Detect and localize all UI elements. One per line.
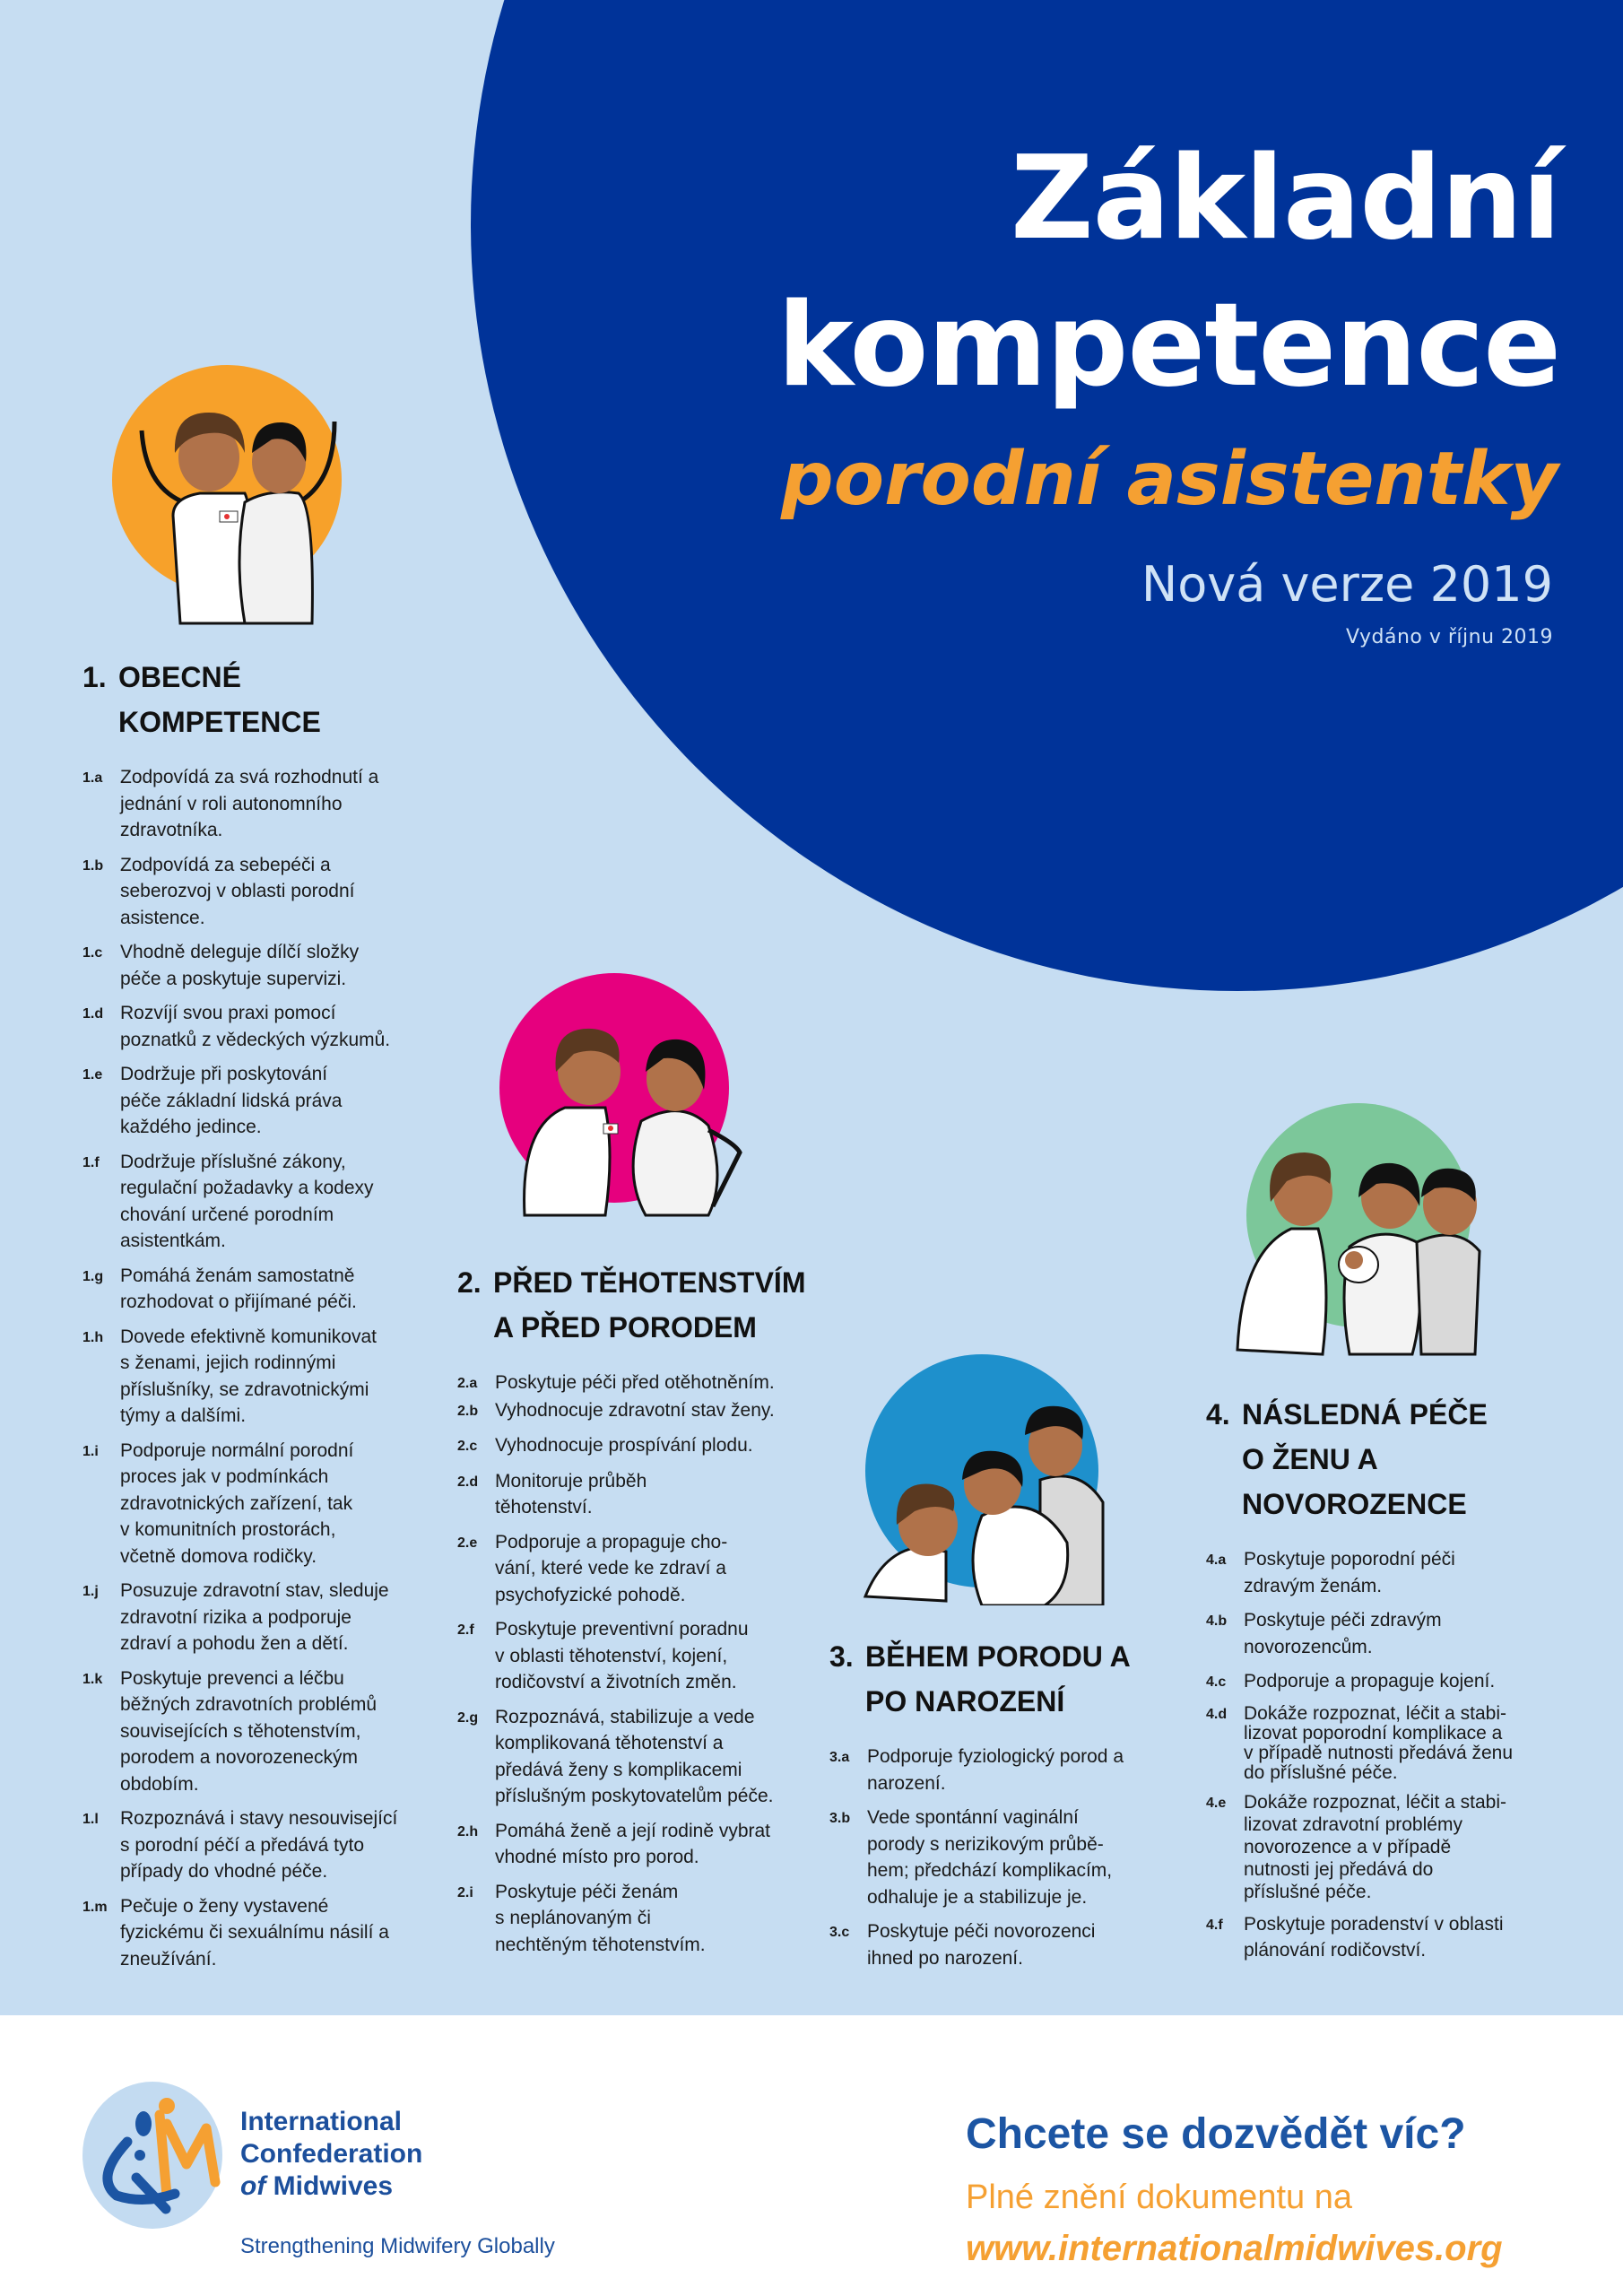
item-text: Poskytuje péči zdravým novorozencům.	[1244, 1610, 1442, 1657]
item-text: Pomáhá ženě a její rodině vybrat vhodné místo pro porod.	[495, 1820, 771, 1867]
item-code: 2.i	[457, 1884, 473, 1900]
item-text: Vyhodnocuje zdravotní stav ženy.	[495, 1399, 775, 1421]
item-code: 1.g	[82, 1268, 104, 1284]
item-text: Podporuje normální porodní proces jak v podmínkách zdravotnických zařízení, tak v komunitních prostorách, včetně domova rodičky.	[120, 1439, 354, 1567]
item-text: Poskytuje prevenci a léčbu běžných zdravotních problémů souvisejících s těhotenstvím, porodem a novorozeneckým obdobím.	[120, 1667, 377, 1795]
item-code: 1.i	[82, 1443, 99, 1459]
item-text: Dovede efektivně komunikovat s ženami, jejich rodinnými příslušníky, se zdravotnickými týmy a dalšími.	[120, 1326, 377, 1426]
list-item	[1206, 1668, 1583, 1696]
list-item	[457, 1879, 816, 1959]
icm-name-line-1: International	[240, 2107, 403, 2136]
website-link[interactable]: www.internationalmidwives.org	[966, 2229, 1503, 2268]
section-2-pre-pregnancy-antenatal	[457, 1260, 816, 1966]
list-item	[457, 1432, 816, 1460]
section-title: OBECNÉ KOMPETENCE	[118, 661, 321, 738]
section-title: BĚHEM PORODU A PO NAROZENÍ	[865, 1640, 1131, 1718]
more-info-question: Chcete se dozvědět víc?	[966, 2110, 1466, 2158]
list-item	[457, 1468, 816, 1521]
list-item	[82, 939, 414, 992]
item-text: Podporuje a propaguje kojení.	[1244, 1671, 1496, 1692]
section-3-labour-birth	[829, 1634, 1188, 1979]
item-text: Posuzuje zdravotní stav, sleduje zdravotní rizika a podporuje zdraví a pohodu žen a dětí.	[120, 1580, 389, 1654]
item-code: 1.k	[82, 1671, 103, 1687]
illustration-family-newborn-green	[1224, 1099, 1484, 1359]
item-code: 1.h	[82, 1329, 104, 1345]
list-item	[1206, 1546, 1583, 1599]
item-code: 3.b	[829, 1811, 851, 1826]
section-1-general-competencies	[82, 655, 414, 1980]
page-subtitle: porodní asistentky	[781, 437, 1558, 522]
section-heading	[1206, 1392, 1583, 1526]
item-code: 3.a	[829, 1750, 850, 1765]
item-code: 2.a	[457, 1376, 478, 1391]
list-item	[82, 1149, 414, 1255]
item-text: Pomáhá ženám samostatně rozhodovat o přijímané péči.	[120, 1265, 357, 1312]
section-heading	[829, 1634, 1188, 1724]
more-info-subtitle: Plné znění dokumentu na	[966, 2179, 1352, 2216]
item-code: 1.b	[82, 857, 104, 874]
list-item	[82, 1665, 414, 1798]
item-text: Dodržuje příslušné zákony, regulační požadavky a kodexy chování určené porodním asistentkám.	[120, 1151, 374, 1251]
item-text: Vhodně deleguje dílčí složky péče a poskytuje supervizi.	[120, 942, 360, 989]
item-text: Dokáže rozpoznat, léčit a stabi- lizovat poporodní komplikace a v případě nutnosti předává ženu do příslušné péče.	[1244, 1702, 1514, 1783]
icm-name-midwives: Midwives	[273, 2171, 394, 2201]
list-item	[82, 1263, 414, 1316]
item-text: Poskytuje péči ženám s neplánovaným či nechtěným těhotenstvím.	[495, 1881, 706, 1955]
item-text: Dodržuje při poskytování péče základní lidská práva každého jedince.	[120, 1064, 343, 1137]
title-line-1: Základní	[1010, 132, 1560, 265]
list-item	[82, 1578, 414, 1657]
list-item	[457, 1529, 816, 1609]
list-item	[1206, 1607, 1583, 1660]
item-text: Pečuje o ženy vystavené fyzickému či sexuálnímu násilí a zneužívání.	[120, 1895, 389, 1970]
section-4-postnatal-care	[1206, 1392, 1583, 1972]
title-line-2: kompetence	[777, 279, 1560, 413]
item-code: 4.f	[1206, 1917, 1223, 1933]
list-item	[1206, 1911, 1583, 1964]
list-item	[457, 1370, 816, 1397]
item-text: Rozpoznává i stavy nesouvisející s porodní péčí a předává tyto případy do vhodné péče.	[120, 1808, 398, 1882]
icm-logo-icon	[81, 2079, 229, 2231]
list-item	[829, 1805, 1188, 1910]
icm-name-line-2: Confederation	[240, 2139, 423, 2169]
item-code: 1.j	[82, 1584, 99, 1599]
item-code: 1.d	[82, 1006, 104, 1022]
item-text: Zodpovídá za svá rozhodnutí a jednání v roli autonomního zdravotníka.	[120, 767, 379, 840]
section-number: 4.	[1206, 1398, 1230, 1431]
item-code: 2.g	[457, 1709, 479, 1726]
list-item	[82, 1061, 414, 1141]
item-text: Podporuje fyziologický porod a narození.	[867, 1746, 1124, 1794]
icm-name-line-3	[240, 2170, 422, 2203]
item-code: 4.e	[1206, 1795, 1227, 1811]
item-code: 4.b	[1206, 1613, 1228, 1629]
list-item	[1206, 1791, 1583, 1903]
list-item	[82, 1438, 414, 1570]
item-code: 1.c	[82, 945, 103, 961]
illustration-midwife-pregnant-pink	[489, 973, 749, 1224]
list-item	[829, 1918, 1188, 1971]
icm-name-of: of	[240, 2171, 266, 2201]
item-code: 4.a	[1206, 1552, 1227, 1568]
item-text: Monitoruje průběh těhotenství.	[495, 1470, 647, 1518]
item-code: 4.d	[1206, 1706, 1228, 1722]
item-code: 1.m	[82, 1899, 108, 1915]
section-heading	[457, 1260, 816, 1350]
list-item	[829, 1744, 1188, 1796]
list-item	[1206, 1704, 1583, 1783]
section-number: 1.	[82, 661, 107, 693]
section-number: 2.	[457, 1266, 482, 1299]
item-code: 2.e	[457, 1535, 478, 1551]
item-text: Poskytuje poradenství v oblasti plánování rodičovství.	[1244, 1913, 1504, 1961]
item-code: 1.f	[82, 1154, 100, 1170]
list-item	[457, 1704, 816, 1810]
section-title: PŘED TĚHOTENSTVÍM A PŘED PORODEM	[493, 1266, 806, 1344]
list-item	[82, 1893, 414, 1973]
item-code: 2.d	[457, 1474, 479, 1490]
item-text: Poskytuje péči novorozenci ihned po narození.	[867, 1921, 1096, 1969]
list-item	[82, 1324, 414, 1430]
section-number: 3.	[829, 1640, 854, 1673]
item-code: 3.c	[829, 1925, 850, 1940]
list-item	[457, 1818, 816, 1871]
section-title: NÁSLEDNÁ PÉČE O ŽENU A NOVOROZENCE	[1242, 1398, 1488, 1520]
list-item	[457, 1616, 816, 1696]
item-code: 4.c	[1206, 1674, 1227, 1690]
item-code: 2.c	[457, 1439, 478, 1454]
version-label: Nová verze 2019	[1141, 556, 1553, 613]
item-code: 1.a	[82, 770, 103, 786]
item-code: 2.f	[457, 1622, 474, 1638]
item-text: Vyhodnocuje prospívání plodu.	[495, 1435, 753, 1456]
issued-date: Vydáno v říjnu 2019	[1346, 626, 1553, 648]
item-code: 2.h	[457, 1823, 479, 1839]
item-text: Poskytuje preventivní poradnu v oblasti těhotenství, kojení, rodičovství a životních změn.	[495, 1619, 749, 1692]
item-text: Poskytuje péči před otěhotněním.	[495, 1372, 775, 1393]
list-item	[82, 1000, 414, 1053]
list-item	[82, 852, 414, 932]
list-item	[82, 1805, 414, 1885]
item-text: Rozpoznává, stabilizuje a vede komplikovaná těhotenství a předává ženy s komplikacemi příslušným poskytovatelům péče.	[495, 1706, 774, 1806]
item-code: 1.l	[82, 1812, 99, 1827]
icm-tagline: Strengthening Midwifery Globally	[240, 2234, 555, 2258]
item-text: Podporuje a propaguje cho- vání, které vede ke zdraví a psychofyzické pohodě.	[495, 1531, 728, 1605]
item-text: Poskytuje poporodní péči zdravým ženám.	[1244, 1549, 1455, 1596]
item-text: Rozvíjí svou praxi pomocí poznatků z vědeckých výzkumů.	[120, 1003, 391, 1050]
item-code: 1.e	[82, 1067, 103, 1083]
item-text: Dokáže rozpoznat, léčit a stabi- lizovat zdravotní problémy novorozence a v případě nutnosti jej předává do příslušné péče.	[1244, 1791, 1506, 1902]
illustration-labour-support-blue	[847, 1345, 1107, 1605]
section-heading	[82, 655, 414, 744]
item-text: Vede spontánní vaginální porody s nerizikovým průbě- hem; předchází komplikacím, odhaluje je a stabilizuje je.	[867, 1807, 1113, 1908]
icm-organization-name	[240, 2106, 422, 2203]
illustration-two-midwives-orange	[110, 363, 352, 632]
list-item	[82, 764, 414, 844]
item-code: 2.b	[457, 1403, 479, 1419]
page-title	[777, 126, 1560, 420]
item-text: Zodpovídá za sebepéči a seberozvoj v oblasti porodní asistence.	[120, 854, 355, 928]
list-item	[457, 1397, 816, 1425]
